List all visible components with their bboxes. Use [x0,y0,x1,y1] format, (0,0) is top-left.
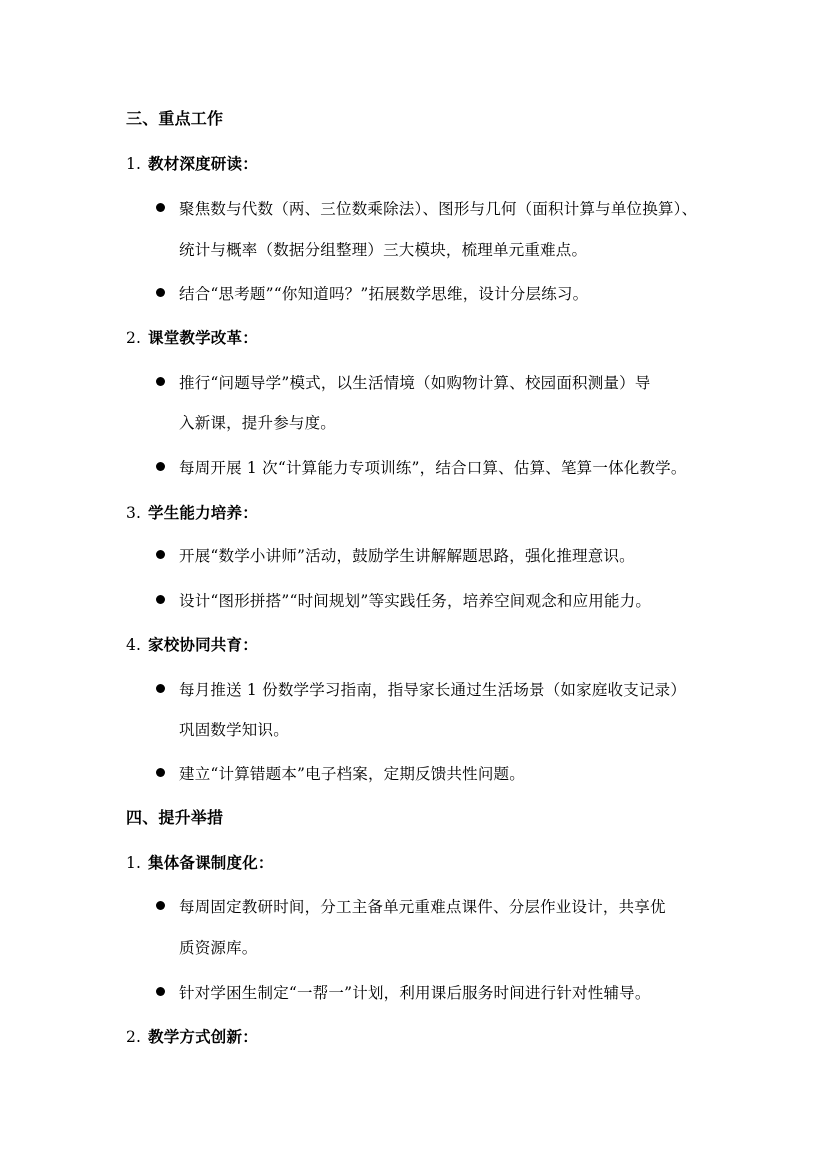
subheading-label: 教学方式创新： [148,1027,258,1046]
bullet-text: 针对学困生制定“一帮一”计划，利用课后服务时间进行针对性辅导。 [179,984,651,1002]
subheading-number: 2. [126,1028,142,1046]
bullet-item [156,458,827,478]
subheading-number: 2. [126,329,142,347]
bullet-dot-icon [156,288,165,297]
bullet-text: 每周开展 1 次“计算能力专项训练”，结合口算、估算、笔算一体化教学。 [179,459,687,477]
bullet-dot-icon [156,377,165,386]
bullet-dot-icon [156,768,165,777]
subheading-number: 1. [126,155,142,173]
bullet-text: 每周固定教研时间，分工主备单元重难点课件、分层作业设计，共享优 [179,898,666,916]
bullet-item [156,897,827,917]
bullet-item [156,680,827,700]
bullet-dot-icon [156,684,165,693]
subheading-teaching-innovation [126,1027,827,1047]
bullet-dot-icon [156,595,165,604]
subheading-classroom-reform [126,328,827,348]
subheading-label: 教材深度研读： [148,154,258,173]
subheading-collective-prep [126,853,827,873]
bullet-text: 建立“计算错题本”电子档案，定期反馈共性问题。 [179,765,525,783]
bullet-item [156,284,827,304]
bullet-dot-icon [156,550,165,559]
bullet-dot-icon [156,462,165,471]
subheading-number: 1. [126,854,142,872]
bullet-item [156,983,827,1003]
bullet-text: 推行“问题导学”模式，以生活情境（如购物计算、校园面积测量）导 [179,374,651,392]
subheading-number: 3. [126,504,142,522]
section-heading-3: 三、重点工作 [126,109,224,128]
bullet-dot-icon [156,987,165,996]
bullet-item [156,199,827,219]
bullet-text: 设计“图形拼搭”“时间规划”等实践任务，培养空间观念和应用能力。 [179,592,652,610]
subheading-label: 课堂教学改革： [148,328,258,347]
subheading-label: 集体备课制度化： [148,853,274,872]
bullet-item [156,373,827,393]
subheading-textbook-study [126,154,827,174]
bullet-item [156,764,827,784]
subheading-student-ability [126,503,827,523]
bullet-item [156,546,827,566]
bullet-text: 聚焦数与代数（两、三位数乘除法）、图形与几何（面积计算与单位换算）、 [179,200,698,218]
subheading-number: 4. [126,636,142,654]
bullet-text: 结合“思考题”“你知道吗？”拓展数学思维，设计分层练习。 [179,285,589,303]
bullet-dot-icon [156,901,165,910]
subheading-label: 家校协同共育： [148,635,258,654]
section-heading-4: 四、提升举措 [126,808,224,827]
bullet-text-continued: 入新课，提升参与度。 [179,414,337,432]
bullet-text: 每月推送 1 份数学学习指南，指导家长通过生活场景（如家庭收支记录） [179,681,687,699]
bullet-text: 开展“数学小讲师”活动，鼓励学生讲解解题思路，强化推理意识。 [179,547,635,565]
subheading-label: 学生能力培养： [148,503,258,522]
bullet-item [156,591,827,611]
bullet-text-continued: 统计与概率（数据分组整理）三大模块，梳理单元重难点。 [179,241,588,259]
subheading-home-school [126,635,827,655]
bullet-dot-icon [156,203,165,212]
bullet-text-continued: 质资源库。 [179,939,258,957]
bullet-text-continued: 巩固数学知识。 [179,721,289,739]
